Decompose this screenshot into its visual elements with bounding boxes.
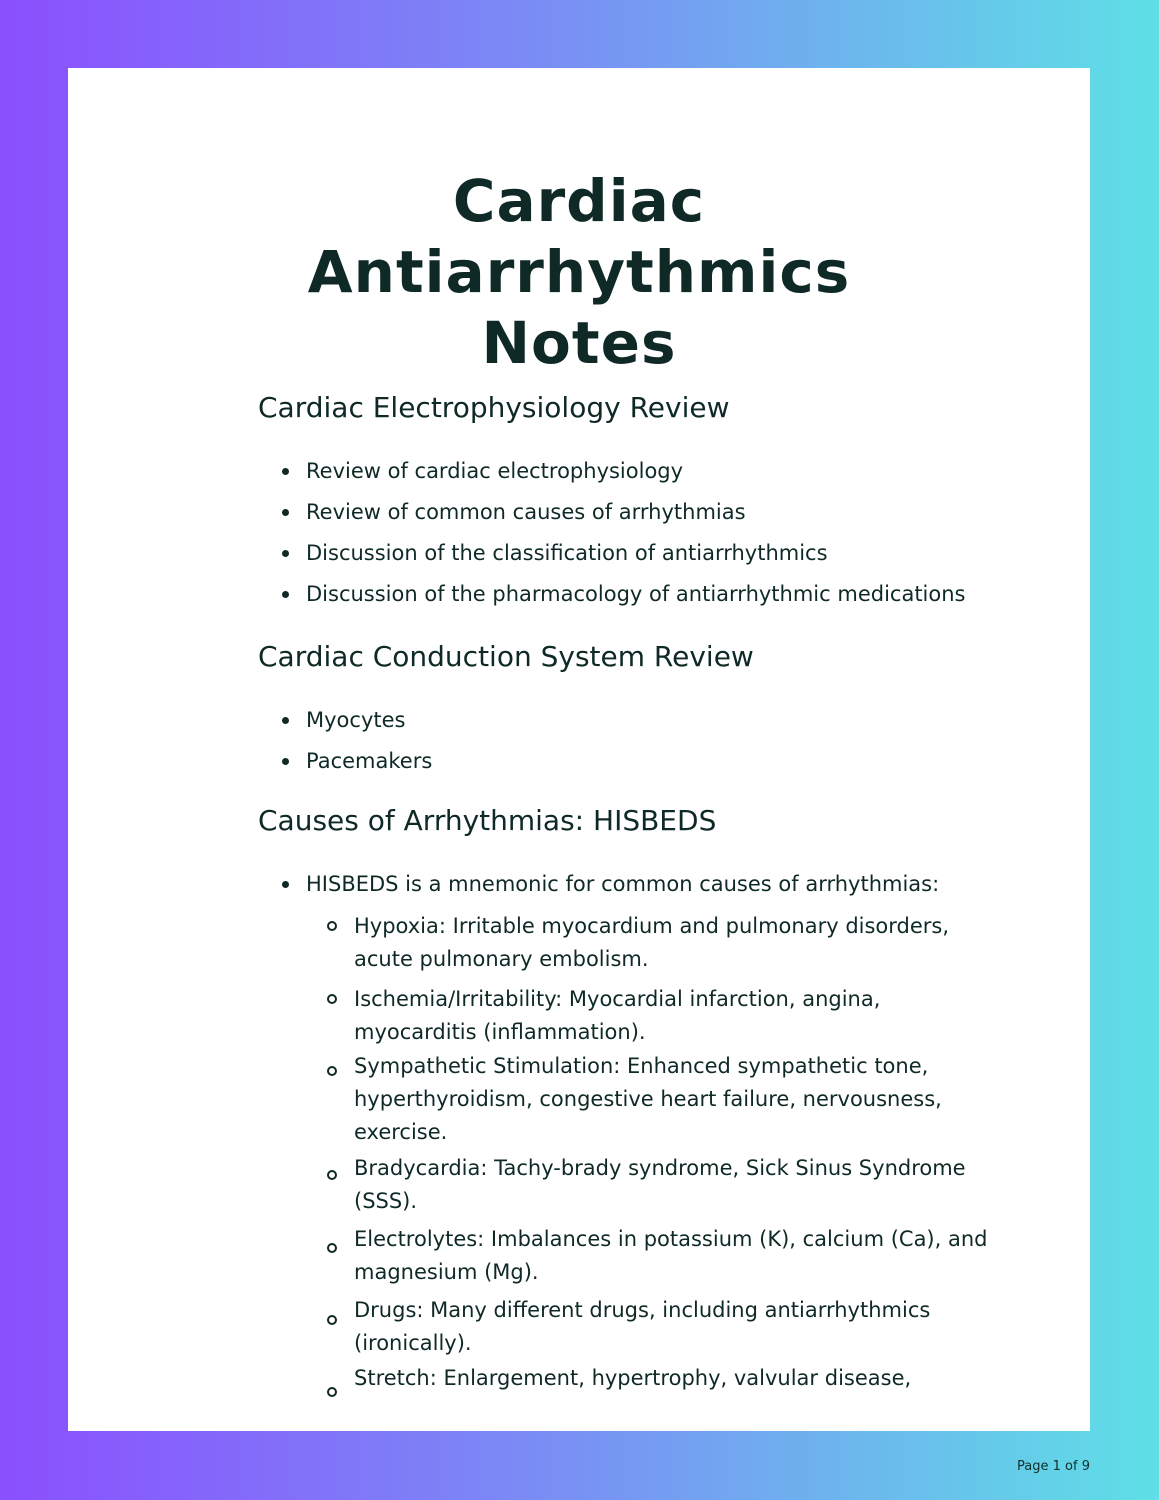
list-item: HISBEDS is a mnemonic for common causes of arrhythmias: (306, 868, 939, 901)
sub-bullet-icon (327, 1170, 337, 1180)
list-item: Review of cardiac electrophysiology (306, 455, 683, 488)
list-item: Discussion of the classification of antiarrhythmics (306, 537, 828, 570)
list-item: Myocytes (306, 704, 405, 737)
sub-bullet-icon (327, 921, 337, 931)
sub-list-item: Ischemia/Irritability: Myocardial infarction, angina, myocarditis (inflammation). (354, 987, 881, 1044)
sub-bullet-icon (327, 1066, 337, 1076)
title-line: Cardiac (452, 167, 706, 235)
title-line: Antiarrhythmics (307, 238, 851, 306)
sub-list-item: Electrolytes: Imbalances in potassium (K), calcium (Ca), and magnesium (Mg). (354, 1227, 988, 1284)
title-line: Notes (481, 309, 677, 377)
sub-bullet-icon (327, 1243, 337, 1253)
list-item: Pacemakers (306, 745, 432, 778)
document-page (68, 68, 1090, 1431)
sub-list-item: Sympathetic Stimulation: Enhanced sympathetic tone, hyperthyroidism, congestive heart failure, nervousness, exercise. (354, 1054, 942, 1144)
sub-list-item: Bradycardia: Tachy-brady syndrome, Sick Sinus Syndrome (SSS). (354, 1156, 966, 1213)
sub-bullet-icon (327, 1387, 337, 1397)
sub-bullet-icon (327, 1315, 337, 1325)
sub-list-item: Stretch: Enlargement, hypertrophy, valvular disease, (354, 1366, 912, 1390)
section-heading-conduction: Cardiac Conduction System Review (258, 640, 754, 673)
sub-list-item: Drugs: Many different drugs, including antiarrhythmics (ironically). (354, 1298, 931, 1355)
section-heading-hisbeds: Causes of Arrhythmias: HISBEDS (258, 804, 717, 837)
section-heading-electrophysiology: Cardiac Electrophysiology Review (258, 391, 730, 424)
list-item: Discussion of the pharmacology of antiarrhythmic medications (306, 578, 966, 611)
list-item: Review of common causes of arrhythmias (306, 496, 746, 529)
sub-bullet-icon (327, 994, 337, 1004)
sub-list-item: Hypoxia: Irritable myocardium and pulmonary disorders, acute pulmonary embolism. (354, 914, 950, 971)
page-number: Page 1 of 9 (1017, 1459, 1090, 1474)
page-title (68, 166, 1090, 379)
